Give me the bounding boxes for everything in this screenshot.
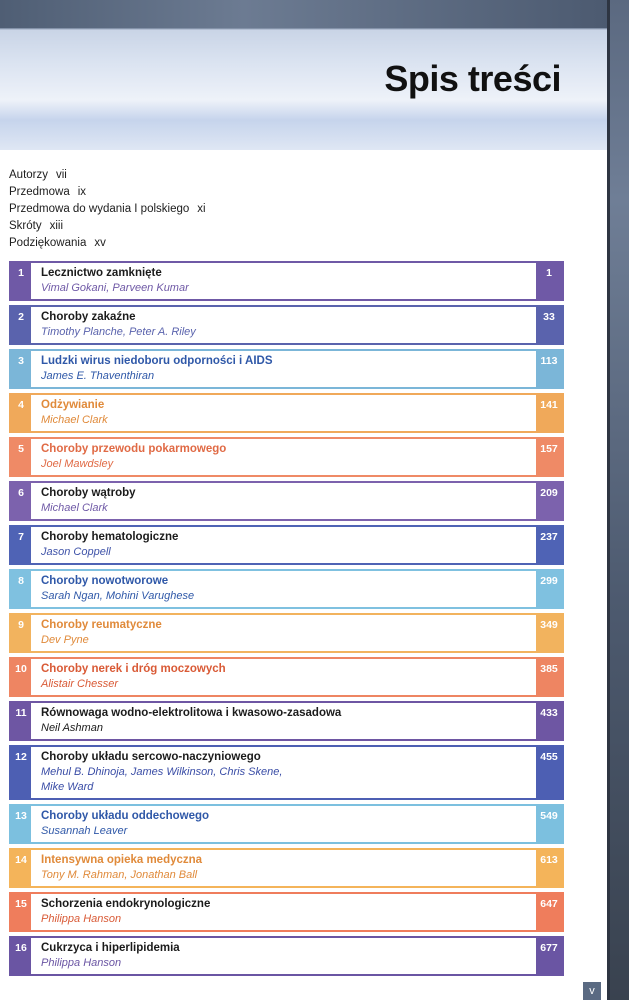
chapter-number: 2 <box>11 307 31 343</box>
chapter-authors: Mike Ward <box>41 781 94 793</box>
chapter-title: Schorzenia endokrynologiczne <box>41 898 211 910</box>
chapter-body <box>31 747 536 798</box>
chapter-authors: Philippa Hanson <box>41 913 122 925</box>
chapter-title: Choroby nerek i dróg moczowych <box>41 663 226 675</box>
front-matter-item[interactable] <box>9 184 206 201</box>
chapter-row[interactable] <box>9 848 564 888</box>
chapter-authors: Timothy Planche, Peter A. Riley <box>41 326 196 338</box>
chapter-title: Lecznictwo zamknięte <box>41 267 162 279</box>
chapter-authors: Joel Mawdsley <box>41 458 114 470</box>
chapter-title: Równowaga wodno-elektrolitowa i kwasowo-zasadowa <box>41 707 342 719</box>
chapter-title: Ludzki wirus niedoboru odporności i AIDS <box>41 355 273 367</box>
chapter-row[interactable] <box>9 305 564 345</box>
chapter-title: Choroby układu sercowo-naczyniowego <box>41 751 261 763</box>
chapter-number: 11 <box>11 703 31 739</box>
chapter-title: Choroby nowotworowe <box>41 575 169 587</box>
chapter-title: Choroby wątroby <box>41 487 136 499</box>
chapter-row[interactable] <box>9 349 564 389</box>
chapter-body <box>31 659 536 695</box>
chapter-number: 9 <box>11 615 31 651</box>
page-edge-strip <box>607 0 629 1000</box>
chapter-page: 455 <box>536 747 562 798</box>
chapter-row[interactable] <box>9 936 564 976</box>
chapter-title: Intensywna opieka medyczna <box>41 854 203 866</box>
front-matter-item[interactable] <box>9 167 206 184</box>
chapter-number: 15 <box>11 894 31 930</box>
chapter-authors: Alistair Chesser <box>41 678 119 690</box>
chapter-row[interactable] <box>9 892 564 932</box>
front-matter-page: ix <box>77 186 87 198</box>
chapter-body <box>31 571 536 607</box>
chapter-row[interactable] <box>9 525 564 565</box>
chapter-authors: Jason Coppell <box>41 546 111 558</box>
chapter-list <box>9 261 564 980</box>
chapter-body <box>31 703 536 739</box>
chapter-page: 237 <box>536 527 562 563</box>
chapter-number: 4 <box>11 395 31 431</box>
chapter-row[interactable] <box>9 437 564 477</box>
chapter-authors: James E. Thaventhiran <box>41 370 155 382</box>
chapter-body <box>31 938 536 974</box>
chapter-page: 299 <box>536 571 562 607</box>
chapter-row[interactable] <box>9 657 564 697</box>
chapter-number: 6 <box>11 483 31 519</box>
chapter-number: 3 <box>11 351 31 387</box>
chapter-title: Cukrzyca i hiperlipidemia <box>41 942 180 954</box>
chapter-page: 549 <box>536 806 562 842</box>
chapter-body <box>31 850 536 886</box>
chapter-authors: Michael Clark <box>41 414 108 426</box>
chapter-number: 12 <box>11 747 31 798</box>
chapter-row[interactable] <box>9 481 564 521</box>
chapter-authors: Michael Clark <box>41 502 108 514</box>
front-matter-label: Podziękowania <box>9 237 87 249</box>
front-matter-item[interactable] <box>9 218 206 235</box>
chapter-number: 1 <box>11 263 31 299</box>
chapter-body <box>31 806 536 842</box>
page-number: v <box>583 982 601 1000</box>
front-matter-label: Autorzy <box>9 169 48 181</box>
chapter-page: 113 <box>536 351 562 387</box>
front-matter-list <box>9 167 206 252</box>
front-matter-item[interactable] <box>9 235 206 252</box>
front-matter-item[interactable] <box>9 201 206 218</box>
front-matter-page: vii <box>56 169 67 181</box>
chapter-authors: Neil Ashman <box>41 722 103 734</box>
front-matter-label: Skróty <box>9 220 42 232</box>
chapter-body <box>31 894 536 930</box>
front-matter-page: xv <box>94 237 106 249</box>
chapter-number: 8 <box>11 571 31 607</box>
chapter-number: 10 <box>11 659 31 695</box>
chapter-number: 7 <box>11 527 31 563</box>
chapter-page: 141 <box>536 395 562 431</box>
chapter-title: Choroby układu oddechowego <box>41 810 210 822</box>
chapter-title: Odżywianie <box>41 399 105 411</box>
chapter-body <box>31 439 536 475</box>
chapter-row[interactable] <box>9 745 564 800</box>
chapter-number: 14 <box>11 850 31 886</box>
chapter-row[interactable] <box>9 613 564 653</box>
chapter-page: 1 <box>536 263 562 299</box>
chapter-title: Choroby reumatyczne <box>41 619 162 631</box>
chapter-page: 349 <box>536 615 562 651</box>
page-title: Spis treści <box>384 58 561 99</box>
chapter-row[interactable] <box>9 804 564 844</box>
chapter-body <box>31 483 536 519</box>
chapter-page: 613 <box>536 850 562 886</box>
front-matter-label: Przedmowa do wydania I polskiego <box>9 203 190 215</box>
chapter-number: 16 <box>11 938 31 974</box>
header-stripe <box>0 0 610 28</box>
chapter-authors: Susannah Leaver <box>41 825 128 837</box>
chapter-page: 33 <box>536 307 562 343</box>
chapter-authors: Mehul B. Dhinoja, James Wilkinson, Chris Skene, <box>41 766 283 778</box>
chapter-body <box>31 351 536 387</box>
chapter-row[interactable] <box>9 393 564 433</box>
chapter-title: Choroby przewodu pokarmowego <box>41 443 227 455</box>
chapter-row[interactable] <box>9 701 564 741</box>
chapter-authors: Dev Pyne <box>41 634 89 646</box>
chapter-body <box>31 263 536 299</box>
chapter-page: 433 <box>536 703 562 739</box>
chapter-title: Choroby hematologiczne <box>41 531 179 543</box>
chapter-title: Choroby zakaźne <box>41 311 136 323</box>
chapter-page: 385 <box>536 659 562 695</box>
chapter-body <box>31 307 536 343</box>
front-matter-page: xi <box>197 203 206 215</box>
chapter-number: 5 <box>11 439 31 475</box>
chapter-authors: Tony M. Rahman, Jonathan Ball <box>41 869 198 881</box>
chapter-authors: Vimal Gokani, Parveen Kumar <box>41 282 189 294</box>
chapter-row[interactable] <box>9 569 564 609</box>
chapter-page: 157 <box>536 439 562 475</box>
chapter-authors: Sarah Ngan, Mohini Varughese <box>41 590 195 602</box>
chapter-number: 13 <box>11 806 31 842</box>
chapter-body <box>31 395 536 431</box>
chapter-page: 209 <box>536 483 562 519</box>
chapter-authors: Philippa Hanson <box>41 957 122 969</box>
chapter-page: 647 <box>536 894 562 930</box>
front-matter-label: Przedmowa <box>9 186 70 198</box>
chapter-body <box>31 527 536 563</box>
chapter-body <box>31 615 536 651</box>
chapter-row[interactable] <box>9 261 564 301</box>
front-matter-page: xiii <box>49 220 64 232</box>
chapter-page: 677 <box>536 938 562 974</box>
